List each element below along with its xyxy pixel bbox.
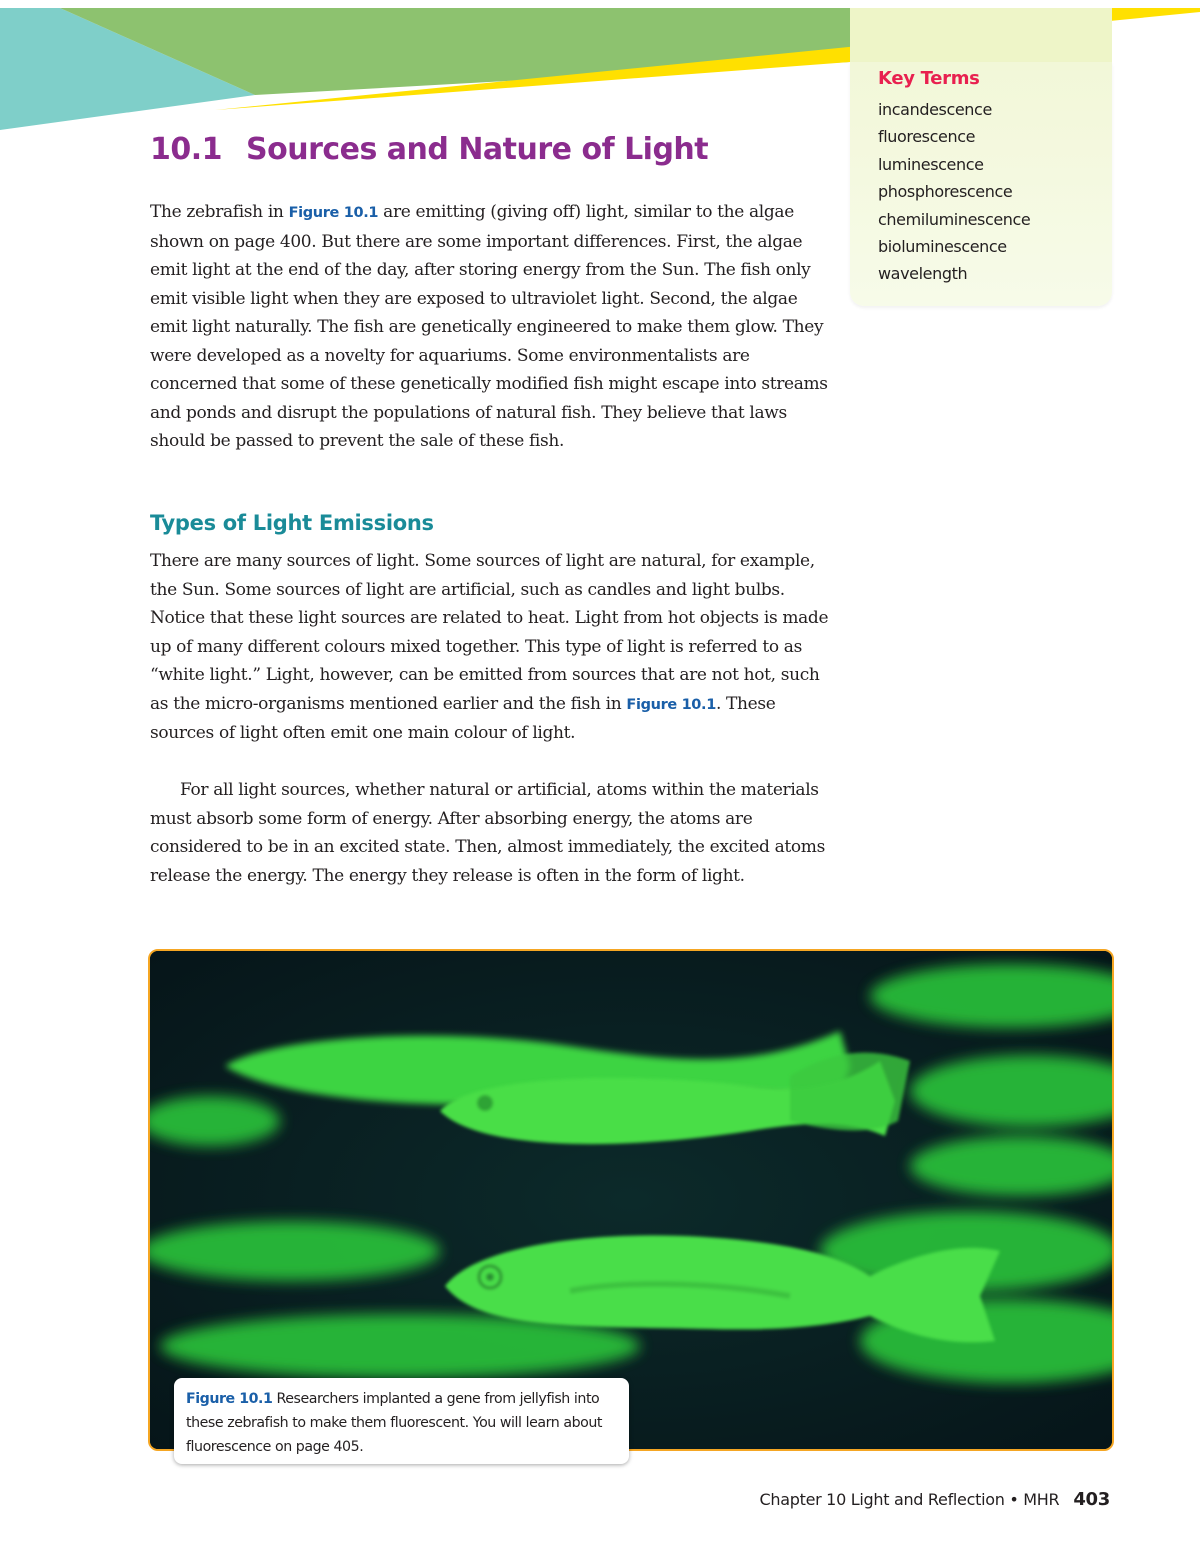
- intro-text-start: The zebrafish in: [150, 202, 289, 222]
- key-terms-list: [878, 96, 1030, 288]
- zebrafish-photo: [148, 949, 1114, 1451]
- key-term: wavelength: [878, 264, 968, 284]
- caption-text: Researchers implanted a gene from jellyfish into these zebrafish to make them fluorescent. You will learn about fluorescence on page 405.: [186, 1391, 603, 1455]
- intro-paragraph: [150, 198, 835, 456]
- figure-caption: [174, 1378, 629, 1464]
- key-term: fluorescence: [878, 127, 976, 147]
- footer-chapter: Chapter 10 Light and Reflection • MHR: [759, 1490, 1060, 1509]
- key-term: phosphorescence: [878, 182, 1013, 202]
- section-title-text: Sources and Nature of Light: [246, 132, 709, 167]
- key-terms-box: [850, 62, 1112, 306]
- section-title: [150, 132, 708, 167]
- page-number: 403: [1073, 1489, 1110, 1510]
- section-number: 10.1: [150, 132, 223, 167]
- key-term: luminescence: [878, 154, 984, 174]
- key-term: incandescence: [878, 100, 992, 119]
- key-terms-title: Key Terms: [878, 68, 980, 89]
- emissions-text-start: There are many sources of light. Some sources of light are natural, for example, the Sun. Some sources of light are artificial, such as candles and light bulbs. Notice that these light sources are related to heat. Light from hot objects is made up of many different colours mixed together. This type of light is referred to as “white light.” Light, however, can be emitted from sources that are not hot, such as the micro-organisms mentioned earlier and the fish in: [150, 551, 829, 714]
- intro-text-end: are emitting (giving off) light, similar to the algae shown on page 400. But there are some important differences. First, the algae emit light at the end of the day, after storing energy from the Sun. The fish only emit visible light when they are exposed to ultraviolet light. Second, the algae emit light naturally. The fish are genetically engineered to make them glow. They were developed as a novelty for aquariums. Some environmentalists are concerned that some of these genetically modified fish might escape into streams and ponds and disrupt the populations of natural fish. They believe that laws should be passed to prevent the sale of these fish.: [150, 202, 828, 451]
- key-term: bioluminescence: [878, 237, 1007, 257]
- energy-paragraph: For all light sources, whether natural or artificial, atoms within the materials must absorb some form of energy. After absorbing energy, the atoms are considered to be in an excited state. Then, almost immediately, the excited atoms release the energy. The energy they release is often in the form of light.: [150, 780, 825, 886]
- key-term: chemiluminescence: [878, 209, 1031, 229]
- emissions-text-end: . These sources of light often emit one main colour of light.: [150, 693, 776, 743]
- page-footer: [760, 1489, 1110, 1510]
- subheading: Types of Light Emissions: [150, 511, 434, 535]
- figure-label: Figure 10.1: [186, 1391, 273, 1407]
- figure-reference-link[interactable]: Figure 10.1: [626, 696, 716, 713]
- figure-reference-link[interactable]: Figure 10.1: [288, 205, 379, 221]
- emissions-paragraph: [150, 547, 835, 748]
